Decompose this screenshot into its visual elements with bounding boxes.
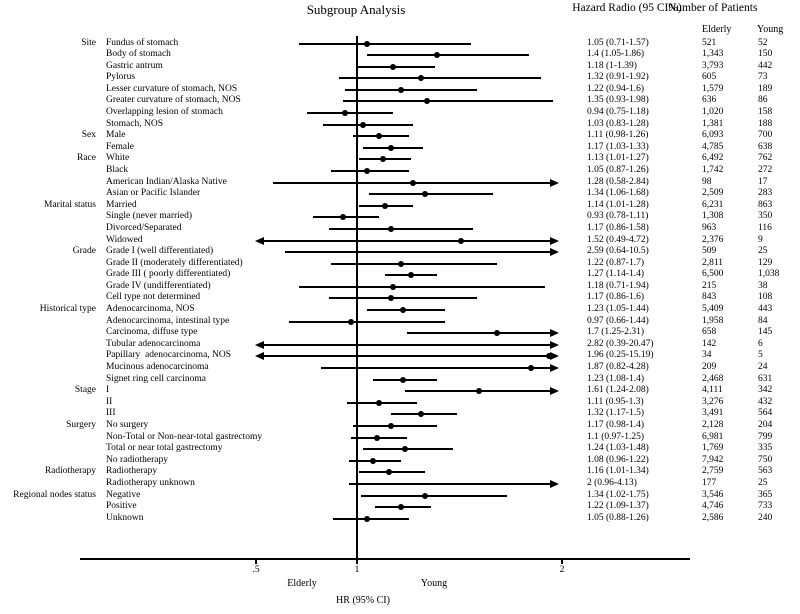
category-label: Race	[77, 153, 96, 164]
ci-line	[333, 518, 409, 520]
subgroup-label: Grade III ( poorly differentiated)	[106, 269, 231, 280]
elderly-count: 658	[702, 327, 717, 338]
elderly-count: 2,586	[702, 512, 724, 523]
young-count: 443	[758, 304, 773, 315]
point-estimate	[342, 110, 348, 116]
point-estimate	[476, 388, 482, 394]
subgroup-label: American Indian/Alaska Native	[106, 176, 227, 187]
subgroup-label: Cell type not determined	[106, 292, 201, 303]
ci-line	[407, 332, 557, 334]
point-estimate	[380, 156, 386, 162]
subgroup-label: Adenocarcinoma, NOS	[106, 304, 195, 315]
point-estimate	[458, 238, 464, 244]
ci-clip-arrow-right-icon	[550, 341, 559, 349]
young-count: 631	[758, 373, 773, 384]
young-count: 129	[758, 257, 773, 268]
young-count: 116	[758, 222, 772, 233]
elderly-count: 2,759	[702, 466, 724, 477]
ci-clip-arrow-right-icon	[550, 179, 559, 187]
hr-value: 1.4 (1.05-1.86)	[587, 49, 644, 60]
ci-line	[359, 471, 425, 473]
subgroup-label: Divorced/Separated	[106, 222, 182, 233]
hr-value: 1.1 (0.97-1.25)	[587, 431, 644, 442]
hr-value: 1.23 (1.05-1.44)	[587, 304, 649, 315]
hr-value: 1.22 (0.87-1.7)	[587, 257, 644, 268]
young-count: 38	[758, 280, 768, 291]
young-count: 25	[758, 246, 768, 257]
young-count: 84	[758, 315, 768, 326]
ci-line	[391, 413, 457, 415]
point-estimate	[370, 458, 376, 464]
point-estimate	[528, 365, 534, 371]
elderly-count: 1,343	[702, 49, 724, 60]
young-count: 564	[758, 408, 773, 419]
subgroup-label: Male	[106, 130, 126, 141]
point-estimate	[402, 446, 408, 452]
subgroup-label: Asian or Pacific Islander	[106, 188, 201, 199]
young-count: 442	[758, 60, 773, 71]
point-estimate	[386, 469, 392, 475]
point-estimate	[400, 307, 406, 313]
young-count: 9	[758, 234, 763, 245]
ci-clip-arrow-right-icon	[550, 364, 559, 372]
subgroup-label: Married	[106, 199, 137, 210]
hr-value: 1.03 (0.83-1.28)	[587, 118, 649, 129]
hr-value: 1.61 (1.24-2.08)	[587, 385, 649, 396]
young-count: 86	[758, 95, 768, 106]
elderly-count: 3,276	[702, 396, 724, 407]
young-count: 17	[758, 176, 768, 187]
young-count: 563	[758, 466, 773, 477]
point-estimate	[410, 180, 416, 186]
elderly-count: 177	[702, 477, 717, 488]
young-count: 799	[758, 431, 773, 442]
young-count: 150	[758, 49, 773, 60]
hr-value: 1.34 (1.02-1.75)	[587, 489, 649, 500]
ci-line	[345, 89, 477, 91]
point-estimate	[418, 75, 424, 81]
elderly-count: 142	[702, 338, 717, 349]
hr-value: 1.16 (1.01-1.34)	[587, 466, 649, 477]
patients-column-header: Number of Patients	[668, 2, 758, 14]
category-label: Surgery	[66, 419, 96, 430]
young-count: 283	[758, 188, 773, 199]
ci-clip-arrow-right-icon	[550, 352, 559, 360]
young-count: 863	[758, 199, 773, 210]
young-count: 700	[758, 130, 773, 141]
axis-tick-1	[356, 559, 358, 564]
subgroup-label: Radiotherapy unknown	[106, 477, 195, 488]
ci-line	[363, 448, 453, 450]
subgroup-label: II	[106, 396, 113, 407]
hr-value: 1.28 (0.58-2.84)	[587, 176, 649, 187]
subgroup-label: Grade II (moderately differentiated)	[106, 257, 243, 268]
category-label: Sex	[81, 130, 96, 141]
elderly-count: 4,746	[702, 501, 724, 512]
hr-value: 1.32 (1.17-1.5)	[587, 408, 644, 419]
point-estimate	[424, 98, 430, 104]
elderly-count: 5,409	[702, 304, 724, 315]
elderly-count: 2,509	[702, 188, 724, 199]
ci-line	[257, 240, 557, 242]
subgroup-label: No surgery	[106, 419, 149, 430]
elderly-count: 6,500	[702, 269, 724, 280]
subgroup-label: Gastric antrum	[106, 60, 163, 71]
axis-tick-label-2: 2	[559, 565, 565, 575]
young-count: 733	[758, 501, 773, 512]
hr-value: 1.14 (1.01-1.28)	[587, 199, 649, 210]
point-estimate	[364, 41, 370, 47]
elderly-count: 3,491	[702, 408, 724, 419]
young-count: 52	[758, 37, 768, 48]
subgroup-label: Papillary adenocarcinoma, NOS	[106, 350, 232, 361]
young-count: 25	[758, 477, 768, 488]
ci-line	[347, 402, 417, 404]
point-estimate	[398, 504, 404, 510]
ci-line	[369, 193, 493, 195]
subgroup-label: Radiotherapy	[106, 466, 158, 477]
elderly-count: 963	[702, 222, 717, 233]
category-label: Grade	[72, 246, 96, 257]
category-label: Radiotherapy	[44, 466, 96, 477]
elderly-count: 509	[702, 246, 717, 257]
subgroup-label: Greater curvature of stomach, NOS	[106, 95, 241, 106]
hr-value: 1.11 (0.95-1.3)	[587, 396, 644, 407]
point-estimate	[390, 64, 396, 70]
young-count: 145	[758, 327, 773, 338]
category-label: Site	[81, 37, 96, 48]
hr-value: 1.17 (1.03-1.33)	[587, 141, 649, 152]
elderly-count: 34	[702, 350, 712, 361]
subgroup-label: Unknown	[106, 512, 144, 523]
elderly-count: 521	[702, 37, 717, 48]
elderly-count: 1,742	[702, 164, 724, 175]
point-estimate	[494, 330, 500, 336]
subgroup-label: Negative	[106, 489, 141, 500]
elderly-count: 98	[702, 176, 712, 187]
point-estimate	[374, 435, 380, 441]
hr-value: 2.82 (0.39-20.47)	[587, 338, 654, 349]
elderly-count: 1,579	[702, 83, 724, 94]
young-count: 5	[758, 350, 763, 361]
point-estimate	[364, 516, 370, 522]
elderly-count: 4,785	[702, 141, 724, 152]
elderly-count: 1,308	[702, 211, 724, 222]
point-estimate	[422, 191, 428, 197]
hr-value: 1.08 (0.96-1.22)	[587, 454, 649, 465]
elderly-count: 1,958	[702, 315, 724, 326]
hr-value: 1.34 (1.06-1.68)	[587, 188, 649, 199]
young-count: 1,038	[758, 269, 780, 280]
x-axis-line	[80, 558, 690, 560]
subgroup-label: Non-Total or Non-near-total gastrectomy	[106, 431, 263, 442]
young-count: 24	[758, 362, 768, 373]
ci-clip-arrow-right-icon	[550, 237, 559, 245]
elderly-count: 6,492	[702, 153, 724, 164]
ci-line	[331, 170, 409, 172]
hr-value: 1.13 (1.01-1.27)	[587, 153, 649, 164]
subgroup-label: Body of stomach	[106, 49, 171, 60]
subgroup-label: Single (never married)	[106, 211, 192, 222]
axis-tick-2	[561, 559, 563, 564]
hr-value: 1.23 (1.08-1.4)	[587, 373, 644, 384]
young-count: 240	[758, 512, 773, 523]
young-count: 762	[758, 153, 773, 164]
point-estimate	[422, 493, 428, 499]
hr-value: 1.11 (0.98-1.26)	[587, 130, 649, 141]
hr-value: 1.7 (1.25-2.31)	[587, 327, 644, 338]
young-side-label: Young	[420, 578, 448, 589]
elderly-count: 4,111	[702, 385, 723, 396]
young-count: 638	[758, 141, 773, 152]
ci-line	[307, 112, 393, 114]
axis-tick-label-05: .5	[252, 565, 260, 575]
subgroup-label: Total or near total gastrectomy	[106, 443, 223, 454]
young-count: 342	[758, 385, 773, 396]
elderly-count: 843	[702, 292, 717, 303]
point-estimate	[382, 203, 388, 209]
hr-value: 1.17 (0.98-1.4)	[587, 419, 644, 430]
subgroup-label: Fundus of stomach	[106, 37, 179, 48]
young-count: 365	[758, 489, 773, 500]
subgroup-label: Grade I (well differentiated)	[106, 246, 214, 257]
hr-value: 1.96 (0.25-15.19)	[587, 350, 654, 361]
subgroup-label: White	[106, 153, 130, 164]
hr-value: 1.22 (0.94-1.6)	[587, 83, 644, 94]
subgroup-label: I	[106, 385, 110, 396]
point-estimate	[388, 145, 394, 151]
elderly-count: 2,468	[702, 373, 724, 384]
point-estimate	[340, 214, 346, 220]
elderly-count: 6,231	[702, 199, 724, 210]
hr-value: 1.87 (0.82-4.28)	[587, 362, 649, 373]
subgroup-label: III	[106, 408, 116, 419]
hr-value: 0.93 (0.78-1.11)	[587, 211, 649, 222]
ci-line	[343, 100, 553, 102]
point-estimate	[398, 87, 404, 93]
ci-line	[353, 425, 437, 427]
elderly-count: 3,793	[702, 60, 724, 71]
ci-line	[323, 124, 413, 126]
elderly-column-header: Elderly	[702, 24, 732, 35]
young-count: 188	[758, 118, 773, 129]
hr-value: 1.17 (0.86-1.58)	[587, 222, 649, 233]
ci-line	[329, 228, 473, 230]
ci-clip-arrow-right-icon	[550, 480, 559, 488]
subgroup-label: No radiotherapy	[106, 454, 168, 465]
axis-tick-05	[255, 559, 257, 564]
elderly-count: 636	[702, 95, 717, 106]
elderly-count: 1,769	[702, 443, 724, 454]
ci-line	[329, 297, 477, 299]
subgroup-label: Overlapping lesion of stomach	[106, 107, 223, 118]
elderly-count: 605	[702, 72, 717, 83]
hr-value: 1.18 (0.71-1.94)	[587, 280, 649, 291]
point-estimate	[400, 377, 406, 383]
young-count: 158	[758, 107, 773, 118]
elderly-count: 7,942	[702, 454, 724, 465]
elderly-count: 6,981	[702, 431, 724, 442]
ci-line	[299, 286, 545, 288]
point-estimate	[376, 133, 382, 139]
subgroup-label: Tubular adenocarcinoma	[106, 338, 201, 349]
x-axis-title: HR (95% CI)	[336, 595, 390, 606]
axis-tick-label-1: 1	[354, 565, 360, 575]
ci-line	[257, 344, 557, 346]
hr-value: 1.24 (1.03-1.48)	[587, 443, 649, 454]
ci-clip-arrow-right-icon	[550, 387, 559, 395]
point-estimate	[376, 400, 382, 406]
ci-line	[357, 66, 435, 68]
ci-line	[361, 495, 507, 497]
elderly-side-label: Elderly	[287, 578, 317, 589]
elderly-count: 215	[702, 280, 717, 291]
ci-line	[289, 321, 445, 323]
hr-value: 1.05 (0.87-1.26)	[587, 164, 649, 175]
hr-value: 1.05 (0.71-1.57)	[587, 37, 649, 48]
subgroup-label: Female	[106, 141, 134, 152]
young-count: 750	[758, 454, 773, 465]
hr-value: 2 (0.96-4.13)	[587, 477, 637, 488]
elderly-count: 6,093	[702, 130, 724, 141]
subgroup-label: Pylorus	[106, 72, 136, 83]
ci-line	[313, 216, 379, 218]
hr-value: 1.17 (0.86-1.6)	[587, 292, 644, 303]
subgroup-label: Widowed	[106, 234, 143, 245]
hr-value: 1.18 (1-1.39)	[587, 60, 637, 71]
ci-clip-arrow-right-icon	[550, 329, 559, 337]
hr-value: 1.52 (0.49-4.72)	[587, 234, 649, 245]
subgroup-label: Stomach, NOS	[106, 118, 163, 129]
young-count: 189	[758, 83, 773, 94]
point-estimate	[408, 272, 414, 278]
point-estimate	[348, 319, 354, 325]
point-estimate	[398, 261, 404, 267]
young-count: 350	[758, 211, 773, 222]
young-count: 272	[758, 164, 773, 175]
subgroup-label: Carcinoma, diffuse type	[106, 327, 198, 338]
ci-clip-arrow-left-icon	[255, 341, 264, 349]
ci-line	[367, 54, 529, 56]
ci-clip-arrow-right-icon	[550, 248, 559, 256]
category-label: Stage	[74, 385, 96, 396]
hr-column-header: Hazard Radio (95 CI%)	[572, 2, 682, 14]
ci-clip-arrow-left-icon	[255, 352, 264, 360]
subgroup-label: Mucinous adenocarcinoma	[106, 362, 209, 373]
category-label: Regional nodes status	[13, 489, 96, 500]
elderly-count: 2,128	[702, 419, 724, 430]
elderly-count: 2,811	[702, 257, 724, 268]
ci-line	[299, 43, 471, 45]
ci-line	[367, 309, 445, 311]
subgroup-label: Lesser curvature of stomach, NOS	[106, 83, 238, 94]
reference-line-hr1	[356, 36, 358, 558]
point-estimate	[388, 295, 394, 301]
subgroup-label: Positive	[106, 501, 137, 512]
hr-value: 0.94 (0.75-1.18)	[587, 107, 649, 118]
point-estimate	[388, 423, 394, 429]
elderly-count: 3,546	[702, 489, 724, 500]
elderly-count: 1,020	[702, 107, 724, 118]
point-estimate	[388, 226, 394, 232]
subgroup-label: Grade IV (undifferentiated)	[106, 280, 211, 291]
hr-value: 1.27 (1.14-1.4)	[587, 269, 644, 280]
ci-line	[257, 355, 557, 357]
subgroup-label: Adenocarcinoma, intestinal type	[106, 315, 230, 326]
point-estimate	[360, 122, 366, 128]
elderly-count: 2,376	[702, 234, 724, 245]
ci-line	[339, 77, 541, 79]
figure-title: Subgroup Analysis	[306, 2, 406, 17]
subgroup-label: Black	[106, 164, 129, 175]
young-column-header: Young	[757, 24, 784, 35]
category-label: Historical type	[39, 304, 96, 315]
young-count: 73	[758, 72, 768, 83]
point-estimate	[364, 168, 370, 174]
young-count: 6	[758, 338, 763, 349]
point-estimate	[390, 284, 396, 290]
subgroup-label: Signet ring cell carcinoma	[106, 373, 206, 384]
ci-line	[285, 251, 557, 253]
point-estimate	[418, 411, 424, 417]
hr-value: 1.22 (1.09-1.37)	[587, 501, 649, 512]
young-count: 108	[758, 292, 773, 303]
young-count: 432	[758, 396, 773, 407]
young-count: 204	[758, 419, 773, 430]
hr-value: 2.59 (0.64-10.5)	[587, 246, 649, 257]
ci-line	[349, 483, 557, 485]
elderly-count: 1,381	[702, 118, 724, 129]
hr-value: 0.97 (0.66-1.44)	[587, 315, 649, 326]
ci-clip-arrow-left-icon	[255, 237, 264, 245]
hr-value: 1.35 (0.93-1.98)	[587, 95, 649, 106]
young-count: 335	[758, 443, 773, 454]
hr-value: 1.05 (0.88-1.26)	[587, 512, 649, 523]
point-estimate	[434, 52, 440, 58]
hr-value: 1.32 (0.91-1.92)	[587, 72, 649, 83]
elderly-count: 209	[702, 362, 717, 373]
category-label: Marital status	[44, 199, 96, 210]
